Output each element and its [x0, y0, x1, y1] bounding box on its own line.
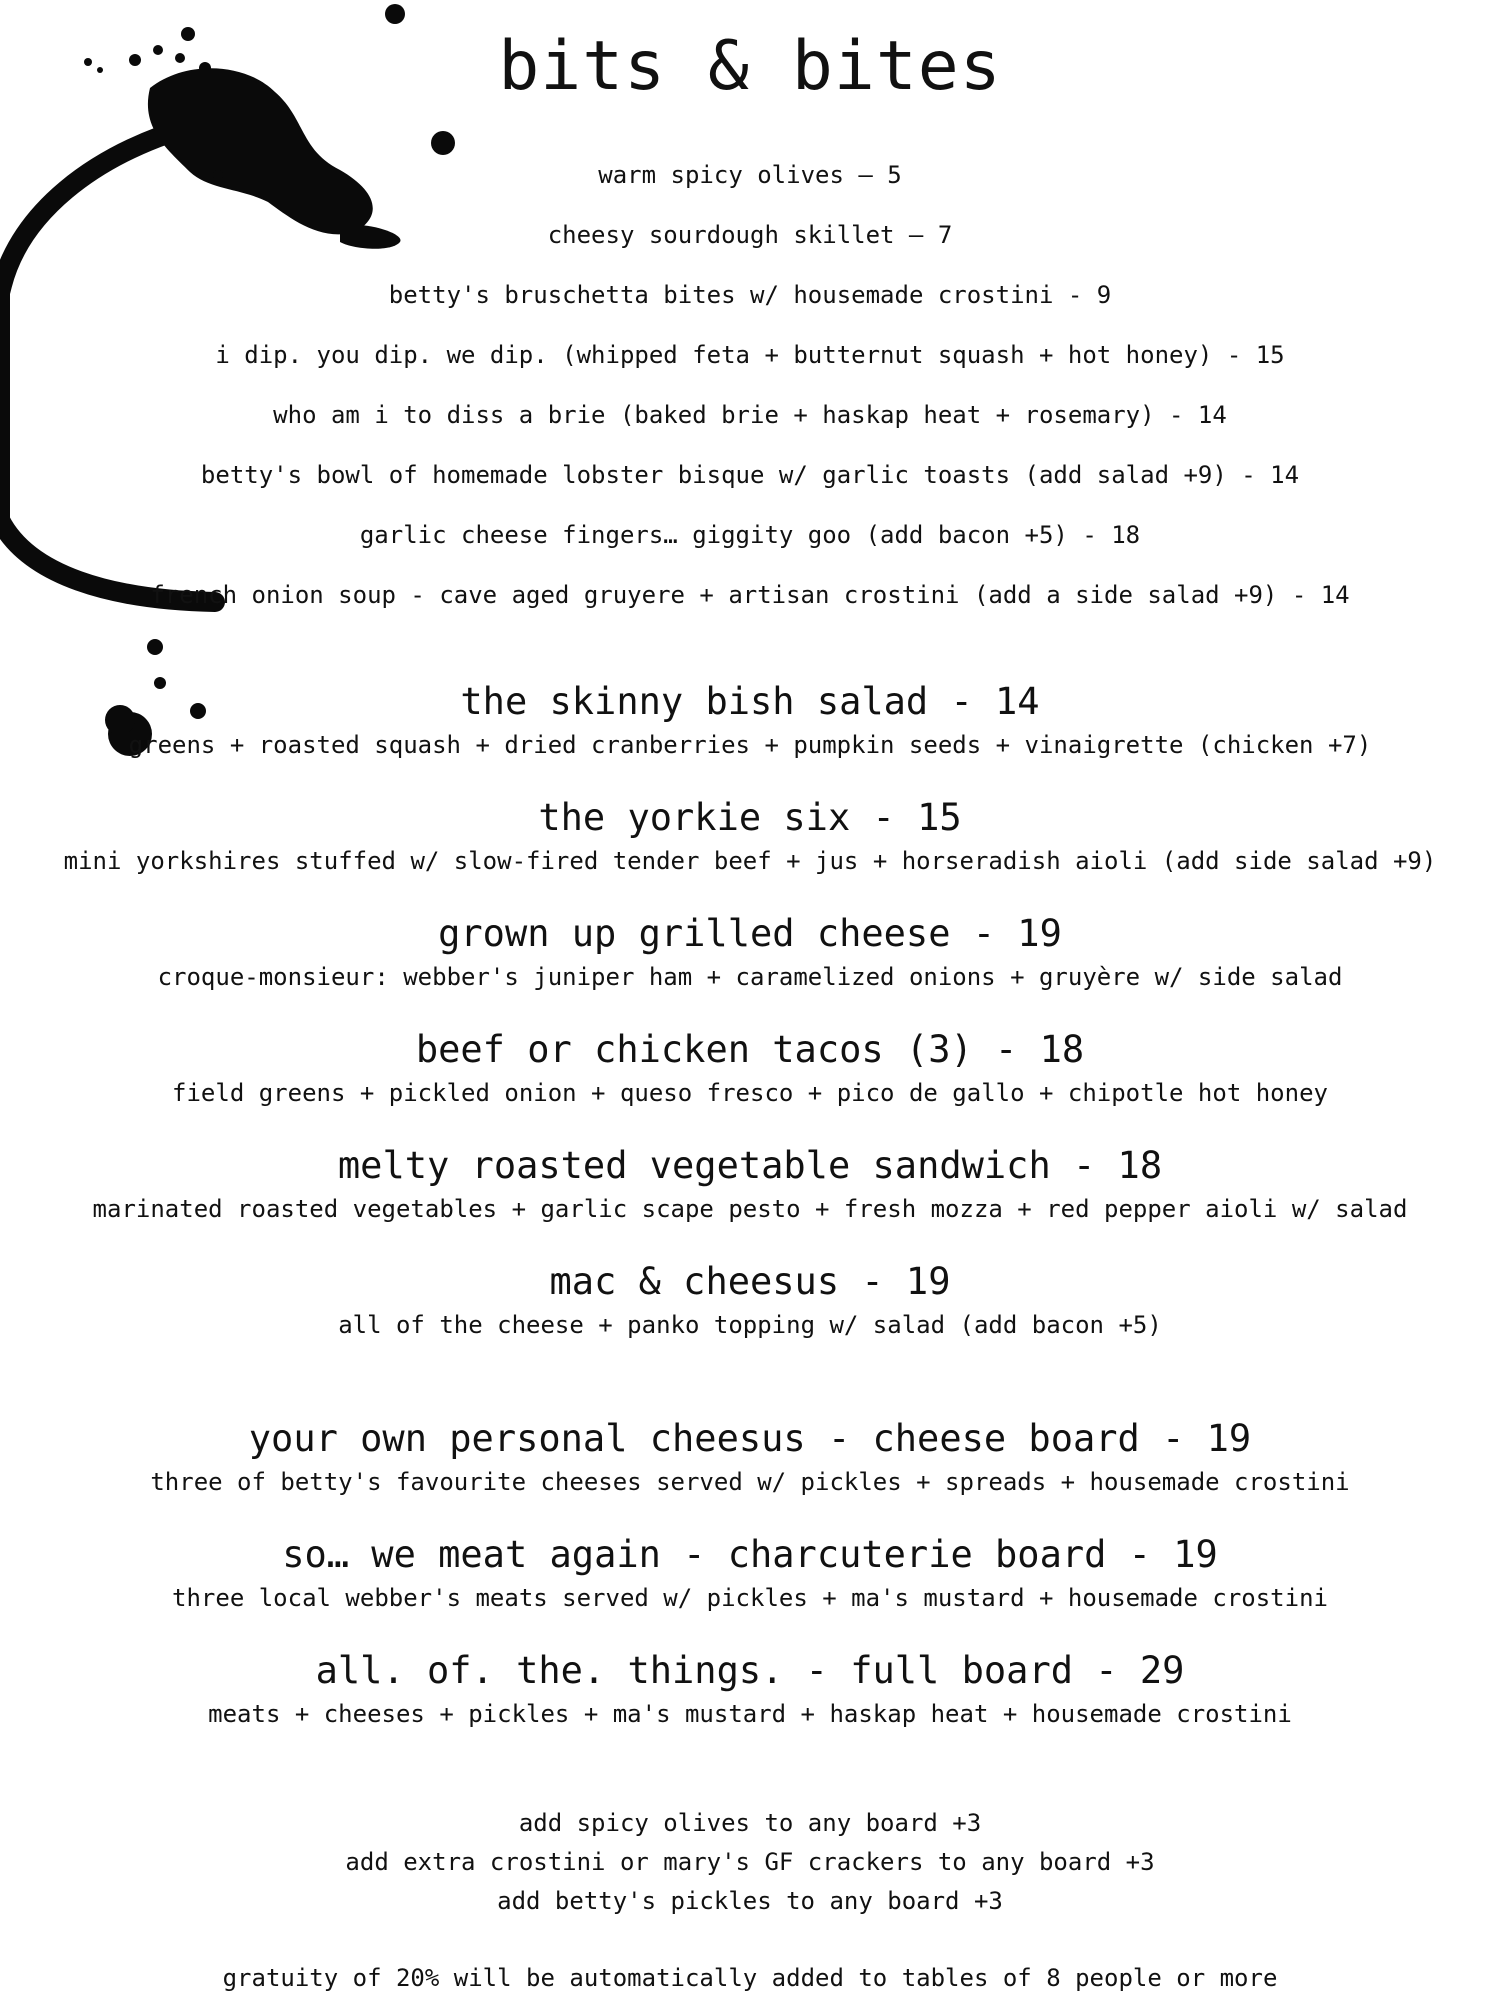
- addon-item: add spicy olives to any board +3: [518, 1809, 982, 1837]
- list-item: garlic cheese fingers… giggity goo (add bacon +5) - 18: [359, 521, 1141, 549]
- board-description: three of betty's favourite cheeses served w/ pickles + spreads + housemade crostini: [150, 1468, 1350, 1496]
- board-description: three local webber's meats served w/ pickles + ma's mustard + housemade crostini: [172, 1584, 1328, 1612]
- dish-description: croque-monsieur: webber's juniper ham + caramelized onions + gruyère w/ side salad: [157, 963, 1343, 991]
- menu-title: bits & bites: [498, 27, 1002, 106]
- dish-name: the yorkie six - 15: [538, 796, 962, 839]
- list-item: warm spicy olives – 5: [598, 161, 902, 189]
- list-item: who am i to diss a brie (baked brie + haskap heat + rosemary) - 14: [273, 401, 1227, 429]
- addon-item: add betty's pickles to any board +3: [497, 1887, 1003, 1915]
- dish-name: melty roasted vegetable sandwich - 18: [337, 1144, 1163, 1187]
- dish-description: marinated roasted vegetables + garlic scape pesto + fresh mozza + red pepper aioli w/ salad: [92, 1195, 1408, 1223]
- dish-name: grown up grilled cheese - 19: [438, 912, 1062, 955]
- list-item: i dip. you dip. we dip. (whipped feta + butternut squash + hot honey) - 15: [215, 341, 1285, 369]
- dish-name: mac & cheesus - 19: [549, 1260, 951, 1303]
- dish-name: the skinny bish salad - 14: [460, 680, 1040, 723]
- board-description: meats + cheeses + pickles + ma's mustard + haskap heat + housemade crostini: [208, 1700, 1292, 1728]
- dish-description: all of the cheese + panko topping w/ salad (add bacon +5): [338, 1311, 1162, 1339]
- gratuity-note: gratuity of 20% will be automatically added to tables of 8 people or more: [222, 1964, 1278, 1992]
- addon-item: add extra crostini or mary's GF crackers to any board +3: [345, 1848, 1155, 1876]
- board-name: so… we meat again - charcuterie board - 19: [282, 1533, 1218, 1576]
- list-item: betty's bowl of homemade lobster bisque w/ garlic toasts (add salad +9) - 14: [200, 461, 1300, 489]
- list-item: french onion soup - cave aged gruyere + artisan crostini (add a side salad +9) - 14: [150, 581, 1350, 609]
- list-item: cheesy sourdough skillet – 7: [547, 221, 953, 249]
- board-name: all. of. the. things. - full board - 29: [315, 1649, 1185, 1692]
- list-item: betty's bruschetta bites w/ housemade crostini - 9: [388, 281, 1112, 309]
- dish-description: field greens + pickled onion + queso fresco + pico de gallo + chipotle hot honey: [172, 1079, 1328, 1107]
- board-name: your own personal cheesus - cheese board - 19: [248, 1417, 1252, 1460]
- dish-description: greens + roasted squash + dried cranberries + pumpkin seeds + vinaigrette (chicken +7): [128, 731, 1372, 759]
- dish-description: mini yorkshires stuffed w/ slow-fired tender beef + jus + horseradish aioli (add side salad +9): [63, 847, 1437, 875]
- dish-name: beef or chicken tacos (3) - 18: [415, 1028, 1085, 1071]
